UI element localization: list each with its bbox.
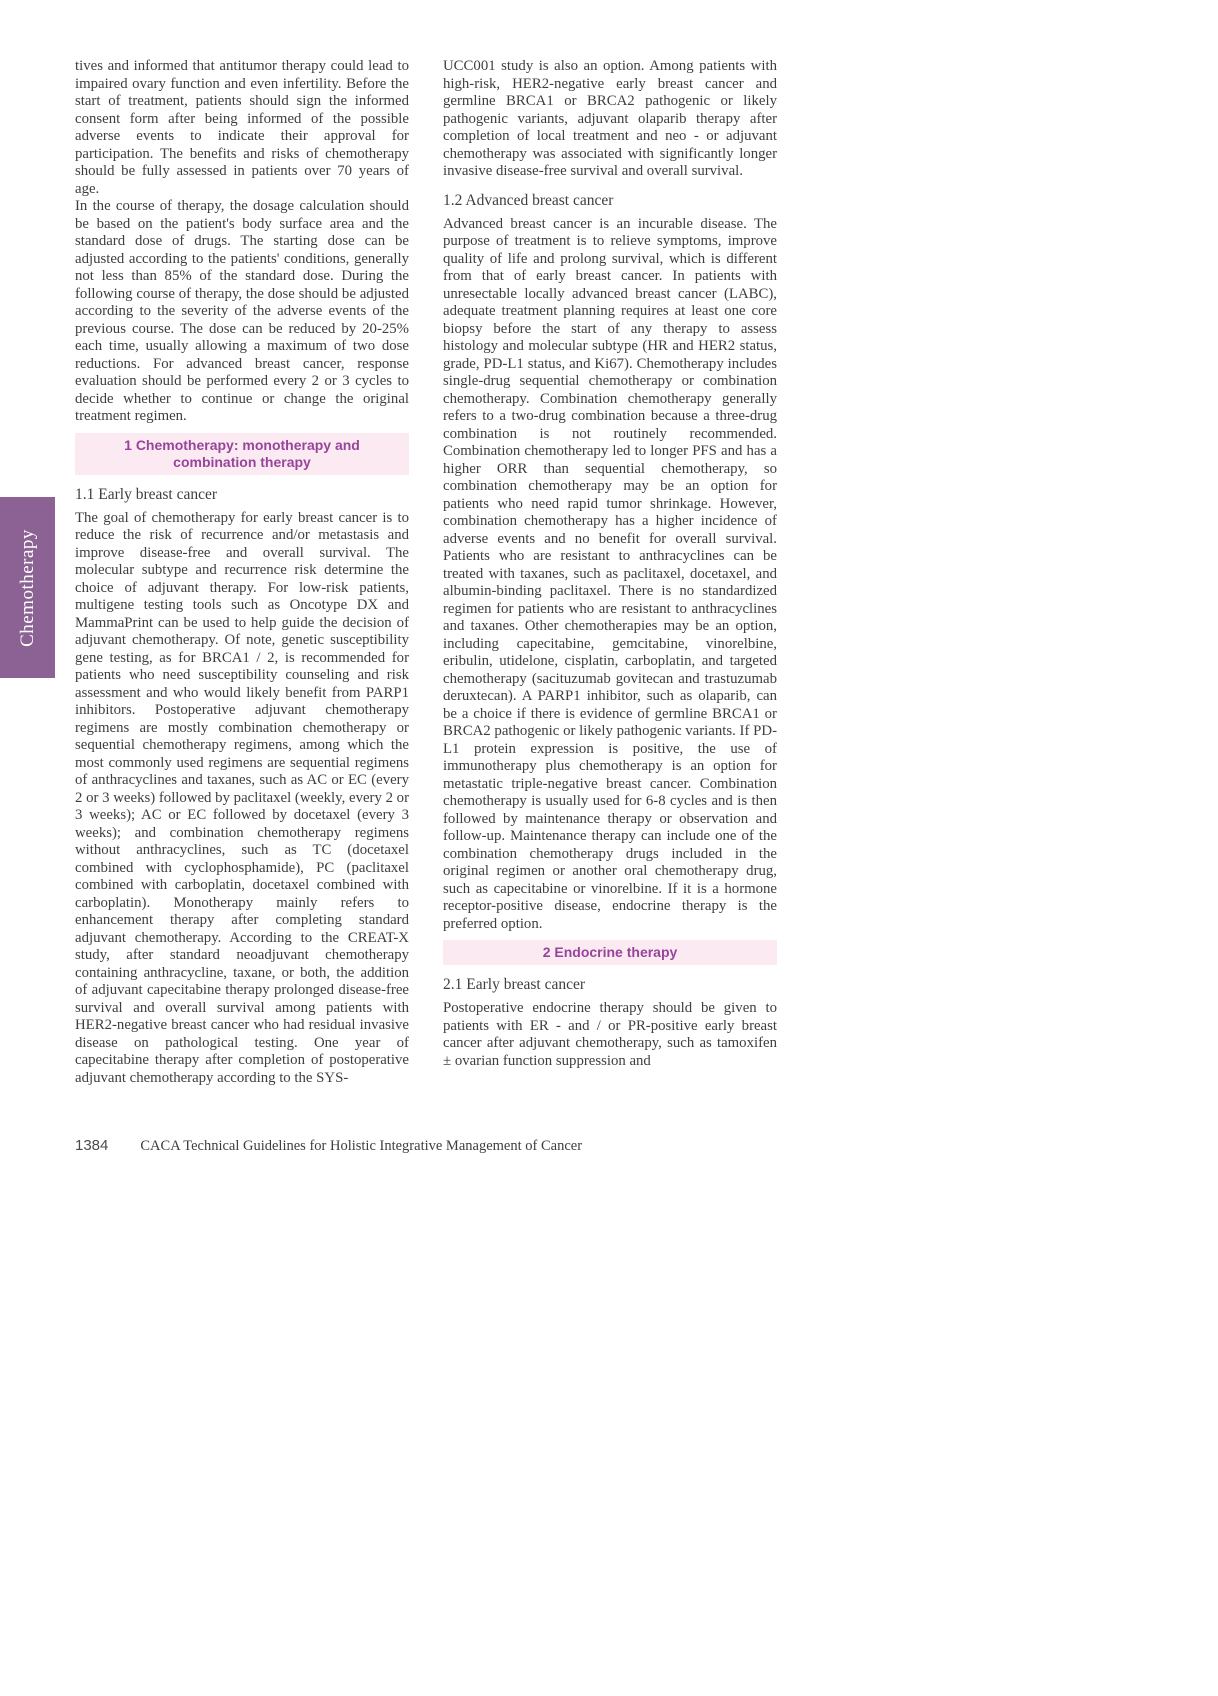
- paragraph-early-breast-cancer: The goal of chemotherapy for early breast cancer is to reduce the risk of recurrence and/or metastasis and improve disease-free and overall survival. The molecular subtype and recurrence risk determine the choice of adjuvant therapy. For low-risk patients, multigene testing tools such as Oncotype DX and MammaPrint can be used to help guide the decision of adjuvant chemotherapy. Of note, genetic susceptibility gene testing, as for BRCA1 / 2, is recommended for patients who need susceptibility counseling and risk assessment and who would likely benefit from PARP1 inhibitors. Postoperative adjuvant chemotherapy regimens are mostly combination chemotherapy or sequential chemotherapy regimens, among which the most commonly used regimens are sequential regimens of anthracyclines and taxanes, such as AC or EC (every 2 or 3 weeks) followed by paclitaxel (weekly, every 2 or 3 weeks); AC or EC followed by docetaxel (every 3 weeks); and combination chemotherapy regimens without anthracyclines, such as TC (docetaxel combined with cyclophosphamide), PC (paclitaxel combined with carboplatin, docetaxel combined with carboplatin). Monotherapy mainly refers to enhancement therapy after completing standard adjuvant chemotherapy. According to the CREAT-X study, after standard neoadjuvant chemotherapy containing anthracycline, taxane, or both, the addition of adjuvant capecitabine therapy prolonged disease-free survival and overall survival among patients with HER2-negative breast cancer who had residual invasive disease on pathological testing. One year of capecitabine therapy after completion of postoperative adjuvant chemotherapy according to the SYS-: [75, 509, 409, 1086]
- paragraph-sysucc001: UCC001 study is also an option. Among patients with high-risk, HER2-negative early breast cancer and germline BRCA1 or BRCA2 pathogenic or likely pathogenic variants, adjuvant olaparib therapy after completion of local treatment and neo - or adjuvant chemotherapy was associated with significantly longer invasive disease-free survival and overall survival.: [443, 58, 777, 179]
- paragraph-endocrine-early: Postoperative endocrine therapy should be given to patients with ER - and / or PR-positive early breast cancer after adjuvant chemotherapy, such as tamoxifen ± ovarian function suppression and: [443, 1000, 777, 1069]
- chapter-side-tab-label: Chemotherapy: [16, 528, 38, 647]
- subsection-heading-1-1: 1.1 Early breast cancer: [75, 485, 218, 503]
- running-title: CACA Technical Guidelines for Holistic Integrative Management of Cancer: [140, 1138, 583, 1154]
- text-column-right: [443, 58, 777, 1070]
- section-header-endocrine: 2 Endocrine therapy: [443, 940, 777, 965]
- paragraph-continuation: tives and informed that antitumor therapy could lead to impaired ovary function and even infertility. Before the start of treatment, patients should sign the informed consent form after being informed of the possible adverse events to indicate their approval for participation. The benefits and risks of chemotherapy should be fully assessed in patients over 70 years of age.: [75, 58, 409, 197]
- section-header-chemotherapy: 1 Chemotherapy: monotherapy and combination therapy: [75, 433, 409, 475]
- paragraph-advanced-breast-cancer: Advanced breast cancer is an incurable disease. The purpose of treatment is to relieve symptoms, improve quality of life and prolong survival, which is different from that of early breast cancer. In patients with unresectable locally advanced breast cancer (LABC), adequate treatment planning requires at least one core biopsy before the start of any therapy to assess histology and molecular subtype (HR and HER2 status, grade, PD-L1 status, and Ki67). Chemotherapy includes single-drug sequential chemotherapy or combination chemotherapy. Combination chemotherapy generally refers to a two-drug combination because a three-drug combination is not routinely recommended. Combination chemotherapy led to longer PFS and has a higher ORR than sequential chemotherapy, so combination chemotherapy may be an option for patients who need rapid tumor shrinkage. However, combination chemotherapy has a higher incidence of adverse events and no benefit for overall survival. Patients who are resistant to anthracyclines can be treated with taxanes, such as paclitaxel, docetaxel, and albumin-binding paclitaxel. There is no standardized regimen for patients who are resistant to anthracyclines and taxanes. Other chemotherapies may be an option, including capecitabine, gemcitabine, vinorelbine, eribulin, utidelone, cisplatin, carboplatin, and targeted chemotherapy (sacituzumab govitecan and trastuzumab deruxtecan). A PARP1 inhibitor, such as olaparib, can be a choice if there is evidence of germline BRCA1 or BRCA2 pathogenic or likely pathogenic variants. If PD-L1 protein expression is positive, the use of immunotherapy plus chemotherapy is an option for metastatic triple-negative breast cancer. Combination chemotherapy is usually used for 6-8 cycles and is then followed by maintenance therapy or observation and follow-up. Maintenance therapy can include one of the combination chemotherapy drugs included in the original regimen or another oral chemotherapy drug, such as capecitabine or vinorelbine. If it is a hormone receptor-positive disease, endocrine therapy is the preferred option.: [443, 215, 777, 932]
- page-number: 1384: [75, 1137, 109, 1154]
- page-footer: [75, 1137, 835, 1155]
- subsection-heading-2-1: 2.1 Early breast cancer: [443, 976, 586, 993]
- text-column-left: [75, 58, 409, 1087]
- subsection-heading-1-2: 1.2 Advanced breast cancer: [443, 191, 614, 209]
- paragraph-dosage: In the course of therapy, the dosage calculation should be based on the patient's body surface area and the standard dose of drugs. The starting dose can be adjusted according to the patients' conditions, generally not less than 85% of the standard dose. During the following course of therapy, the dose should be adjusted according to the severity of the adverse events of the previous course. The dose can be reduced by 20-25% each time, usually allowing a maximum of two dose reductions. For advanced breast cancer, response evaluation should be performed every 2 or 3 cycles to decide whether to continue or change the original treatment regimen.: [75, 198, 409, 424]
- chapter-side-tab: [0, 497, 55, 678]
